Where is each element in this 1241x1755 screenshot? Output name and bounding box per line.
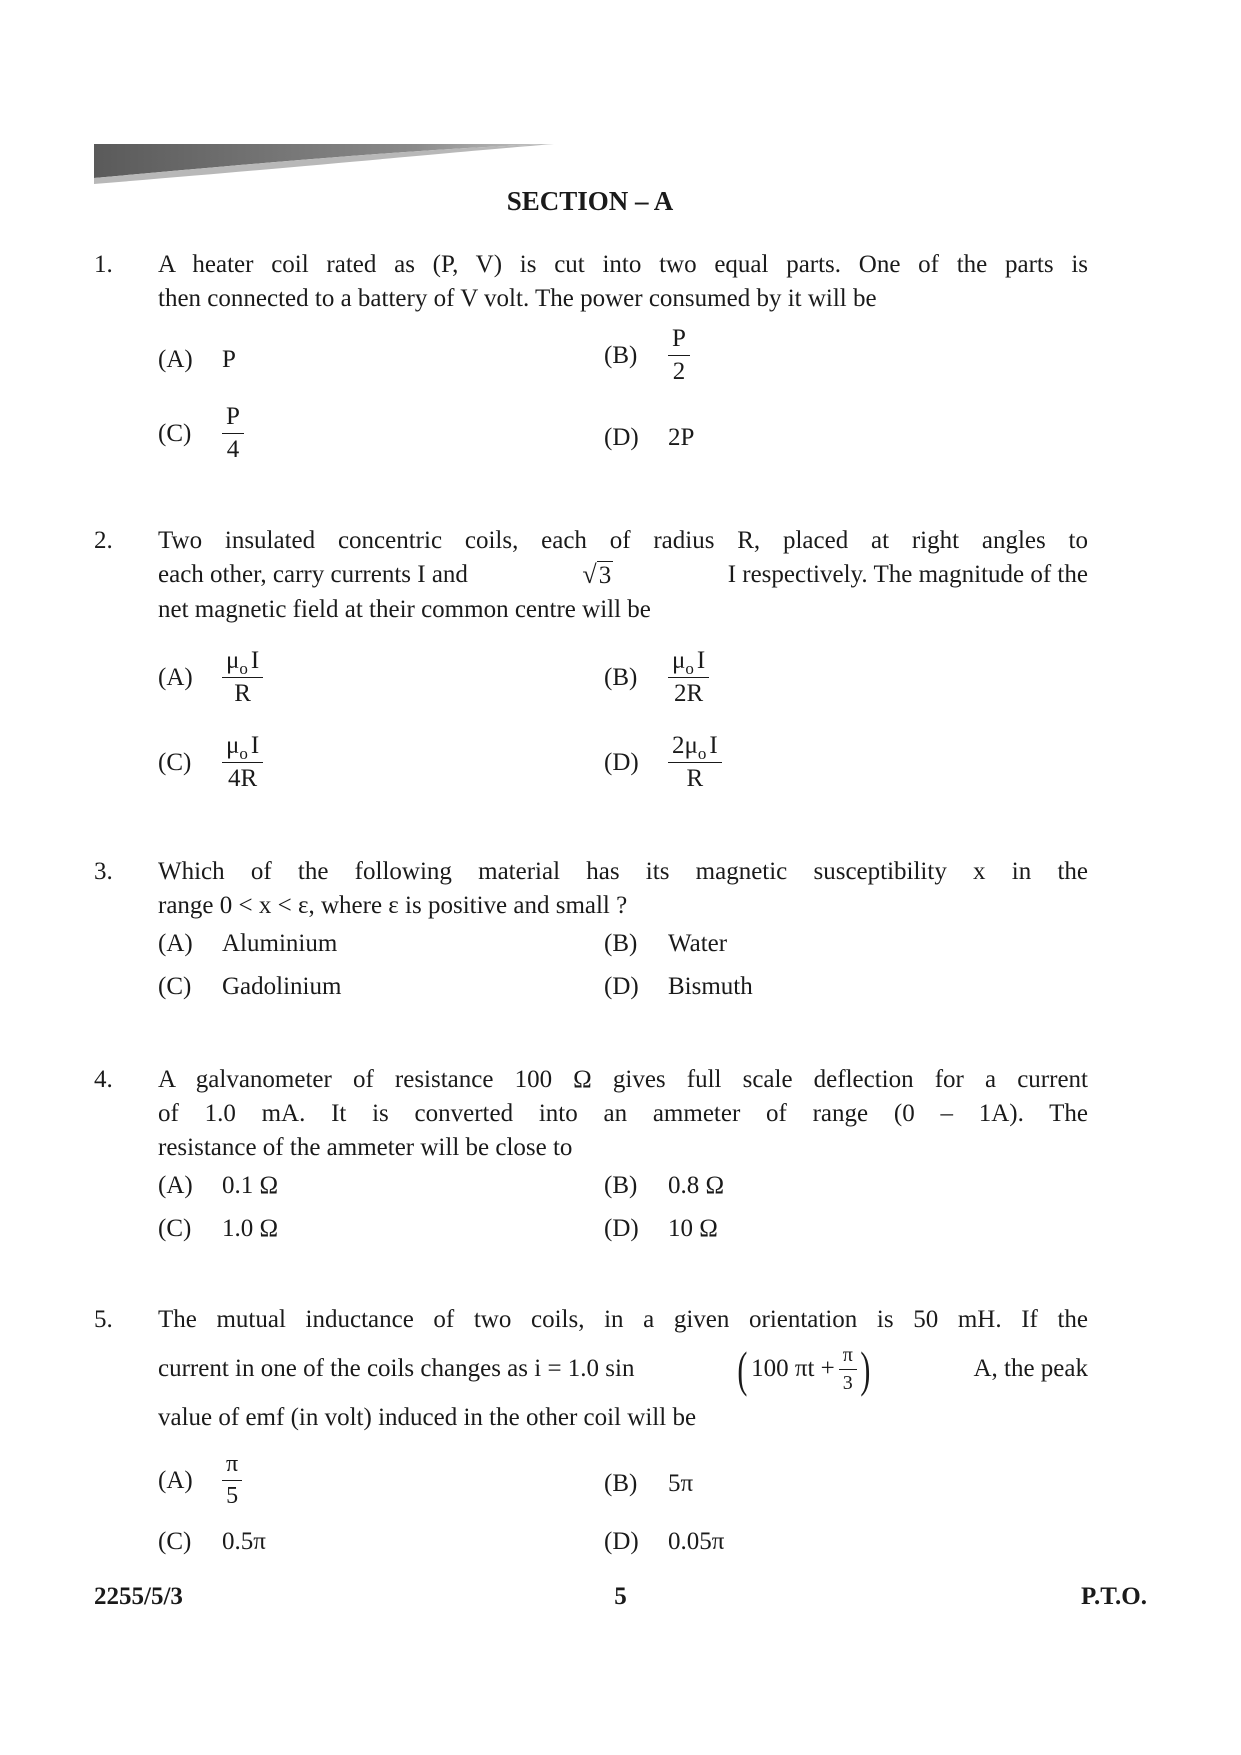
question-number: 1. bbox=[94, 251, 113, 278]
option-label: (D) bbox=[604, 424, 639, 451]
right-paren-icon: ) bbox=[860, 1341, 871, 1397]
option-value: Aluminium bbox=[222, 930, 338, 957]
fraction bbox=[222, 1452, 242, 1509]
page-number: 5 bbox=[614, 1583, 627, 1610]
option-label: (B) bbox=[604, 930, 638, 957]
option-a[interactable] bbox=[158, 1452, 242, 1509]
option-a[interactable] bbox=[158, 648, 263, 708]
fraction-denominator: 4R bbox=[228, 765, 258, 793]
option-value: Water bbox=[668, 930, 728, 957]
option-d[interactable] bbox=[604, 1528, 724, 1556]
current-symbol: I bbox=[696, 647, 706, 674]
question-line bbox=[158, 1337, 1088, 1401]
question-number: 5. bbox=[94, 1306, 113, 1333]
question-number: 2. bbox=[94, 527, 113, 554]
question-text bbox=[158, 1063, 1088, 1165]
sine-argument bbox=[734, 1341, 873, 1397]
option-label: (A) bbox=[158, 663, 193, 691]
option-d[interactable] bbox=[604, 973, 753, 1001]
option-label: (A) bbox=[158, 1172, 193, 1199]
subscript: o bbox=[239, 659, 248, 678]
question-line: value of emf (in volt) induced in the other coil will be bbox=[158, 1404, 697, 1431]
question-line-part: I respectively. The magnitude of the bbox=[727, 561, 1088, 588]
fraction bbox=[668, 648, 709, 708]
fraction-numerator: P bbox=[222, 404, 244, 434]
mu-symbol: μ bbox=[684, 732, 698, 759]
question-line: resistance of the ammeter will be close to bbox=[158, 1134, 573, 1161]
option-label: (C) bbox=[158, 973, 192, 1000]
option-b[interactable] bbox=[604, 930, 727, 958]
fraction-denominator: 2 bbox=[672, 358, 686, 386]
fraction-denominator: R bbox=[234, 680, 251, 708]
subscript: o bbox=[239, 744, 248, 763]
fraction-numerator bbox=[222, 733, 263, 763]
question-text bbox=[158, 524, 1088, 627]
option-b[interactable] bbox=[604, 648, 709, 708]
fraction-numerator bbox=[668, 648, 709, 678]
option-label: (D) bbox=[604, 1215, 639, 1242]
fraction bbox=[222, 648, 263, 708]
option-c[interactable] bbox=[158, 733, 263, 793]
paper-code: 2255/5/3 bbox=[94, 1583, 183, 1610]
option-value: Gadolinium bbox=[222, 973, 342, 1000]
question-line: Which of the following material has its magnetic susceptibility x in the bbox=[158, 858, 1088, 885]
question-line: Two insulated concentric coils, each of radius R, placed at right angles to bbox=[158, 527, 1088, 554]
fraction-numerator: π bbox=[839, 1345, 857, 1370]
option-a[interactable] bbox=[158, 1172, 278, 1200]
question-line-part: current in one of the coils changes as i = 1.0 sin bbox=[158, 1355, 635, 1382]
option-label: (B) bbox=[604, 1172, 638, 1199]
option-c[interactable] bbox=[158, 404, 244, 464]
fraction-numerator bbox=[222, 648, 263, 678]
option-label: (B) bbox=[604, 1470, 638, 1497]
fraction-denominator: 5 bbox=[226, 1483, 239, 1510]
question-line: The mutual inductance of two coils, in a given orientation is 50 mH. If the bbox=[158, 1306, 1088, 1333]
question-text bbox=[158, 248, 1088, 316]
option-c[interactable] bbox=[158, 1215, 278, 1243]
option-c[interactable] bbox=[158, 1528, 266, 1556]
option-value: P bbox=[222, 346, 236, 373]
fraction-numerator: π bbox=[222, 1452, 242, 1481]
question-text bbox=[158, 1303, 1088, 1435]
fraction-denominator: R bbox=[686, 765, 704, 793]
question-line: of 1.0 mA. It is converted into an ammeter of range (0 – 1A). The bbox=[158, 1100, 1088, 1127]
left-paren-icon: ( bbox=[737, 1341, 748, 1397]
option-value: 0.05π bbox=[668, 1528, 725, 1555]
option-label: (B) bbox=[604, 341, 638, 369]
current-symbol: I bbox=[250, 732, 260, 759]
argument-text: 100 πt + bbox=[751, 1355, 835, 1382]
fraction bbox=[839, 1345, 857, 1394]
option-label: (B) bbox=[604, 663, 638, 691]
option-label: (C) bbox=[158, 748, 192, 776]
option-value: 1.0 Ω bbox=[222, 1215, 279, 1242]
question-line: range 0 < x < ε, where ε is positive and small ? bbox=[158, 892, 628, 919]
question-line: net magnetic field at their common centre will be bbox=[158, 596, 651, 623]
option-label: (A) bbox=[158, 930, 193, 957]
current-symbol: I bbox=[709, 732, 718, 759]
question-line: A heater coil rated as (P, V) is cut into two equal parts. One of the parts is bbox=[158, 251, 1088, 278]
fraction bbox=[668, 326, 690, 386]
option-b[interactable] bbox=[604, 326, 690, 386]
option-b[interactable] bbox=[604, 1470, 693, 1498]
mu-symbol: μ bbox=[226, 647, 240, 674]
question-number: 4. bbox=[94, 1066, 113, 1093]
current-symbol: I bbox=[250, 647, 260, 674]
option-value: 0.8 Ω bbox=[668, 1172, 725, 1199]
fraction-denominator: 3 bbox=[842, 1371, 853, 1394]
mu-symbol: μ bbox=[672, 647, 686, 674]
fraction-numerator bbox=[668, 733, 722, 763]
option-label: (A) bbox=[158, 1466, 193, 1494]
fraction bbox=[668, 733, 722, 793]
option-d[interactable] bbox=[604, 733, 722, 793]
section-title: SECTION – A bbox=[506, 186, 674, 216]
coefficient: 2 bbox=[672, 732, 685, 759]
option-value: Bismuth bbox=[668, 973, 753, 1000]
option-label: (A) bbox=[158, 346, 193, 373]
pto-label: P.T.O. bbox=[1081, 1583, 1147, 1610]
sqrt-radicand: 3 bbox=[598, 562, 612, 589]
option-a[interactable] bbox=[158, 346, 236, 374]
option-label: (D) bbox=[604, 748, 639, 776]
option-value: 2P bbox=[668, 424, 695, 451]
question-text bbox=[158, 855, 1088, 923]
option-label: (D) bbox=[604, 1528, 639, 1555]
fraction-denominator: 2R bbox=[674, 680, 704, 708]
option-label: (C) bbox=[158, 1215, 192, 1242]
option-d[interactable] bbox=[604, 1215, 718, 1243]
option-a[interactable] bbox=[158, 930, 337, 958]
fraction-numerator: P bbox=[668, 326, 690, 356]
question-line bbox=[158, 558, 1088, 593]
fraction-denominator: 4 bbox=[226, 436, 240, 464]
question-line-part: each other, carry currents I and bbox=[158, 561, 468, 588]
option-value: 0.5π bbox=[222, 1528, 266, 1555]
sqrt-expression bbox=[582, 558, 613, 593]
subscript: o bbox=[685, 659, 694, 678]
option-label: (D) bbox=[604, 973, 639, 1000]
subscript: o bbox=[697, 744, 707, 763]
option-value: 0.1 Ω bbox=[222, 1172, 279, 1199]
fraction bbox=[222, 733, 263, 793]
option-value: 10 Ω bbox=[668, 1215, 718, 1242]
option-label: (C) bbox=[158, 419, 192, 447]
question-line-part: A, the peak bbox=[973, 1355, 1088, 1382]
question-number: 3. bbox=[94, 858, 113, 885]
sqrt-icon: √ bbox=[582, 560, 597, 589]
option-label: (C) bbox=[158, 1528, 192, 1555]
option-value: 5π bbox=[668, 1470, 694, 1497]
fraction bbox=[222, 404, 244, 464]
option-b[interactable] bbox=[604, 1172, 724, 1200]
mu-symbol: μ bbox=[226, 732, 240, 759]
question-line: then connected to a battery of V volt. The power consumed by it will be bbox=[158, 285, 877, 312]
option-d[interactable] bbox=[604, 424, 694, 452]
option-c[interactable] bbox=[158, 973, 341, 1001]
question-line: A galvanometer of resistance 100 Ω gives full scale deflection for a current bbox=[158, 1066, 1088, 1093]
header-swoosh-graphic bbox=[94, 142, 554, 184]
